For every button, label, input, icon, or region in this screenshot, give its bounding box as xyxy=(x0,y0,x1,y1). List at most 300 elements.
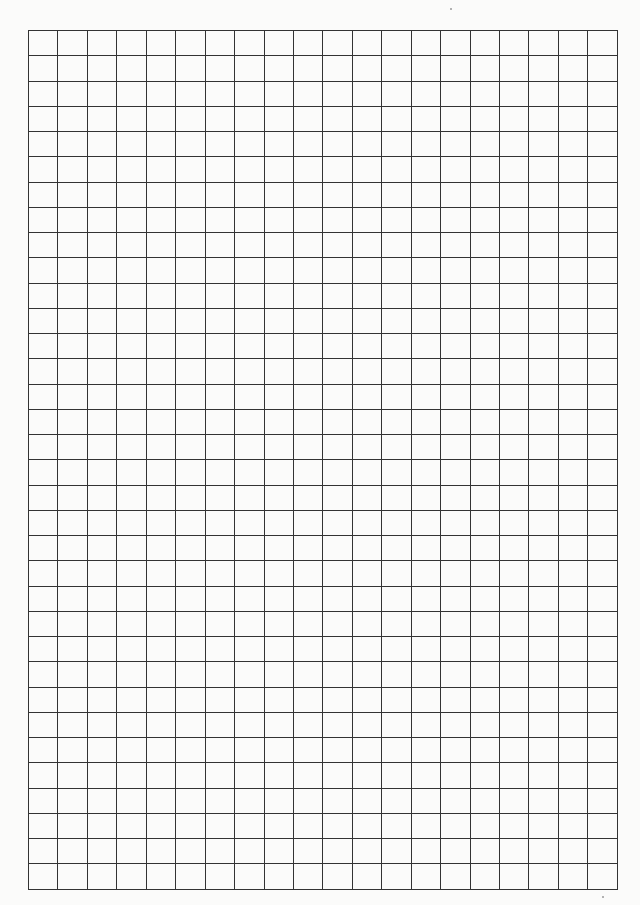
table-cell xyxy=(529,157,558,182)
table-row xyxy=(29,485,618,510)
table-cell xyxy=(558,763,587,788)
table-cell xyxy=(558,207,587,232)
table-cell xyxy=(470,409,499,434)
table-row xyxy=(29,637,618,662)
table-cell xyxy=(352,586,381,611)
table-cell xyxy=(441,839,470,864)
table-cell xyxy=(352,637,381,662)
table-cell xyxy=(441,435,470,460)
table-cell xyxy=(411,409,440,434)
table-cell xyxy=(441,157,470,182)
table-cell xyxy=(264,485,293,510)
table-cell xyxy=(529,864,558,890)
table-cell xyxy=(382,611,411,636)
table-cell xyxy=(235,813,264,838)
table-cell xyxy=(411,106,440,131)
table-cell xyxy=(235,637,264,662)
table-cell xyxy=(558,409,587,434)
table-cell xyxy=(87,283,116,308)
table-cell xyxy=(117,637,146,662)
table-cell xyxy=(500,712,529,737)
table-row xyxy=(29,334,618,359)
table-cell xyxy=(411,637,440,662)
table-cell xyxy=(411,384,440,409)
table-cell xyxy=(352,485,381,510)
table-row xyxy=(29,308,618,333)
table-cell xyxy=(176,182,205,207)
table-cell xyxy=(588,106,618,131)
table-cell xyxy=(470,662,499,687)
table-cell xyxy=(323,207,352,232)
table-cell xyxy=(323,233,352,258)
table-cell xyxy=(29,788,58,813)
table-cell xyxy=(470,56,499,81)
table-cell xyxy=(176,384,205,409)
table-cell xyxy=(146,788,175,813)
table-cell xyxy=(146,510,175,535)
table-cell xyxy=(441,586,470,611)
table-cell xyxy=(87,738,116,763)
table-cell xyxy=(205,485,234,510)
table-cell xyxy=(352,687,381,712)
table-cell xyxy=(264,283,293,308)
table-cell xyxy=(58,839,87,864)
table-cell xyxy=(264,460,293,485)
table-cell xyxy=(29,687,58,712)
table-cell xyxy=(293,56,322,81)
table-cell xyxy=(29,813,58,838)
table-cell xyxy=(558,687,587,712)
table-cell xyxy=(441,409,470,434)
table-cell xyxy=(205,31,234,56)
table-cell xyxy=(293,409,322,434)
table-cell xyxy=(382,813,411,838)
table-cell xyxy=(235,31,264,56)
table-cell xyxy=(264,536,293,561)
table-cell xyxy=(29,763,58,788)
table-cell xyxy=(323,359,352,384)
table-cell xyxy=(117,460,146,485)
table-cell xyxy=(558,334,587,359)
table-cell xyxy=(146,182,175,207)
table-cell xyxy=(500,106,529,131)
table-cell xyxy=(205,182,234,207)
table-cell xyxy=(470,308,499,333)
table-cell xyxy=(500,56,529,81)
table-cell xyxy=(470,258,499,283)
table-cell xyxy=(293,435,322,460)
table-cell xyxy=(205,662,234,687)
table-cell xyxy=(411,157,440,182)
table-cell xyxy=(146,839,175,864)
table-cell xyxy=(235,586,264,611)
table-cell xyxy=(323,308,352,333)
table-row xyxy=(29,662,618,687)
table-cell xyxy=(176,839,205,864)
table-cell xyxy=(87,662,116,687)
table-cell xyxy=(500,308,529,333)
table-cell xyxy=(87,611,116,636)
table-cell xyxy=(205,81,234,106)
table-row xyxy=(29,56,618,81)
table-cell xyxy=(58,233,87,258)
table-cell xyxy=(29,662,58,687)
table-row xyxy=(29,132,618,157)
table-cell xyxy=(87,536,116,561)
table-cell xyxy=(146,384,175,409)
table-cell xyxy=(382,359,411,384)
table-cell xyxy=(529,106,558,131)
table-cell xyxy=(529,233,558,258)
table-cell xyxy=(146,738,175,763)
table-cell xyxy=(235,283,264,308)
table-cell xyxy=(588,334,618,359)
table-cell xyxy=(146,81,175,106)
table-cell xyxy=(470,586,499,611)
table-cell xyxy=(411,687,440,712)
table-cell xyxy=(29,258,58,283)
table-cell xyxy=(529,182,558,207)
table-cell xyxy=(205,233,234,258)
table-cell xyxy=(441,687,470,712)
table-cell xyxy=(58,334,87,359)
table-cell xyxy=(558,662,587,687)
table-row xyxy=(29,106,618,131)
table-cell xyxy=(382,56,411,81)
table-cell xyxy=(117,31,146,56)
table-cell xyxy=(146,258,175,283)
table-cell xyxy=(146,460,175,485)
table-cell xyxy=(29,56,58,81)
table-cell xyxy=(382,31,411,56)
table-cell xyxy=(176,662,205,687)
table-cell xyxy=(470,81,499,106)
table-cell xyxy=(411,258,440,283)
table-cell xyxy=(500,561,529,586)
table-cell xyxy=(264,763,293,788)
table-cell xyxy=(588,839,618,864)
table-cell xyxy=(323,182,352,207)
table-cell xyxy=(382,738,411,763)
table-cell xyxy=(235,409,264,434)
table-cell xyxy=(117,435,146,460)
table-cell xyxy=(29,207,58,232)
table-cell xyxy=(117,687,146,712)
table-cell xyxy=(58,258,87,283)
table-cell xyxy=(87,207,116,232)
table-cell xyxy=(176,738,205,763)
table-cell xyxy=(58,637,87,662)
table-cell xyxy=(205,283,234,308)
table-cell xyxy=(176,687,205,712)
table-cell xyxy=(352,839,381,864)
table-cell xyxy=(500,258,529,283)
table-cell xyxy=(529,31,558,56)
table-cell xyxy=(205,258,234,283)
table-cell xyxy=(529,788,558,813)
table-cell xyxy=(382,586,411,611)
table-cell xyxy=(176,510,205,535)
table-cell xyxy=(293,31,322,56)
table-cell xyxy=(29,283,58,308)
table-cell xyxy=(441,334,470,359)
table-cell xyxy=(293,611,322,636)
table-cell xyxy=(235,510,264,535)
table-cell xyxy=(176,485,205,510)
table-row xyxy=(29,460,618,485)
table-cell xyxy=(146,106,175,131)
table-cell xyxy=(117,106,146,131)
table-cell xyxy=(323,460,352,485)
table-cell xyxy=(146,359,175,384)
table-cell xyxy=(588,813,618,838)
table-cell xyxy=(441,561,470,586)
table-cell xyxy=(411,359,440,384)
table-cell xyxy=(470,536,499,561)
table-cell xyxy=(264,409,293,434)
table-cell xyxy=(176,611,205,636)
table-cell xyxy=(87,409,116,434)
table-cell xyxy=(235,839,264,864)
table-cell xyxy=(470,460,499,485)
table-cell xyxy=(558,233,587,258)
table-cell xyxy=(176,813,205,838)
table-cell xyxy=(29,637,58,662)
table-cell xyxy=(500,788,529,813)
table-cell xyxy=(352,435,381,460)
table-cell xyxy=(264,864,293,890)
table-cell xyxy=(558,157,587,182)
table-cell xyxy=(352,233,381,258)
table-cell xyxy=(441,813,470,838)
table-cell xyxy=(470,31,499,56)
table-cell xyxy=(205,460,234,485)
table-cell xyxy=(382,207,411,232)
table-cell xyxy=(352,31,381,56)
table-cell xyxy=(441,864,470,890)
table-cell xyxy=(500,460,529,485)
table-cell xyxy=(500,637,529,662)
table-cell xyxy=(588,510,618,535)
table-cell xyxy=(87,308,116,333)
table-cell xyxy=(205,813,234,838)
table-cell xyxy=(470,788,499,813)
table-cell xyxy=(441,233,470,258)
table-cell xyxy=(205,308,234,333)
table-cell xyxy=(470,435,499,460)
table-cell xyxy=(29,435,58,460)
table-cell xyxy=(293,788,322,813)
table-cell xyxy=(558,510,587,535)
table-cell xyxy=(558,738,587,763)
table-cell xyxy=(500,384,529,409)
table-cell xyxy=(558,586,587,611)
table-cell xyxy=(235,106,264,131)
table-cell xyxy=(323,132,352,157)
table-cell xyxy=(588,738,618,763)
table-cell xyxy=(264,384,293,409)
table-cell xyxy=(205,712,234,737)
table-cell xyxy=(293,536,322,561)
table-cell xyxy=(235,788,264,813)
table-cell xyxy=(235,738,264,763)
table-cell xyxy=(58,81,87,106)
table-cell xyxy=(441,611,470,636)
table-cell xyxy=(558,839,587,864)
table-cell xyxy=(87,359,116,384)
table-cell xyxy=(235,460,264,485)
table-cell xyxy=(264,207,293,232)
table-cell xyxy=(264,182,293,207)
table-cell xyxy=(87,460,116,485)
table-cell xyxy=(558,308,587,333)
table-cell xyxy=(205,207,234,232)
table-cell xyxy=(205,839,234,864)
table-cell xyxy=(323,536,352,561)
table-cell xyxy=(146,157,175,182)
table-cell xyxy=(529,687,558,712)
table-cell xyxy=(470,712,499,737)
table-cell xyxy=(500,157,529,182)
table-cell xyxy=(529,536,558,561)
table-cell xyxy=(382,409,411,434)
table-cell xyxy=(264,662,293,687)
table-cell xyxy=(588,712,618,737)
table-cell xyxy=(588,258,618,283)
table-cell xyxy=(58,182,87,207)
table-cell xyxy=(87,31,116,56)
table-cell xyxy=(500,586,529,611)
table-cell xyxy=(146,536,175,561)
table-cell xyxy=(293,839,322,864)
table-cell xyxy=(146,763,175,788)
table-cell xyxy=(529,662,558,687)
table-cell xyxy=(264,813,293,838)
table-cell xyxy=(235,359,264,384)
table-cell xyxy=(293,233,322,258)
table-cell xyxy=(558,813,587,838)
table-cell xyxy=(264,308,293,333)
table-cell xyxy=(382,460,411,485)
table-cell xyxy=(382,157,411,182)
table-cell xyxy=(529,207,558,232)
table-cell xyxy=(235,233,264,258)
table-cell xyxy=(323,56,352,81)
table-cell xyxy=(352,207,381,232)
table-row xyxy=(29,611,618,636)
table-cell xyxy=(323,788,352,813)
table-cell xyxy=(58,31,87,56)
table-cell xyxy=(352,712,381,737)
table-cell xyxy=(87,788,116,813)
table-cell xyxy=(293,334,322,359)
table-cell xyxy=(58,384,87,409)
table-cell xyxy=(264,586,293,611)
table-cell xyxy=(352,510,381,535)
table-cell xyxy=(352,738,381,763)
table-cell xyxy=(411,334,440,359)
table-cell xyxy=(205,359,234,384)
table-cell xyxy=(117,561,146,586)
table-cell xyxy=(146,687,175,712)
table-cell xyxy=(500,839,529,864)
table-cell xyxy=(87,384,116,409)
table-cell xyxy=(382,132,411,157)
table-cell xyxy=(117,384,146,409)
table-cell xyxy=(470,510,499,535)
table-cell xyxy=(264,56,293,81)
table-row xyxy=(29,384,618,409)
table-cell xyxy=(500,813,529,838)
table-cell xyxy=(29,510,58,535)
table-cell xyxy=(58,788,87,813)
table-cell xyxy=(29,359,58,384)
table-cell xyxy=(146,283,175,308)
table-cell xyxy=(470,561,499,586)
table-cell xyxy=(352,132,381,157)
table-cell xyxy=(146,813,175,838)
table-cell xyxy=(352,460,381,485)
table-cell xyxy=(411,586,440,611)
table-row xyxy=(29,536,618,561)
table-cell xyxy=(588,586,618,611)
table-cell xyxy=(323,813,352,838)
table-cell xyxy=(352,106,381,131)
table-cell xyxy=(58,485,87,510)
table-cell xyxy=(29,738,58,763)
table-cell xyxy=(500,763,529,788)
table-cell xyxy=(411,308,440,333)
table-cell xyxy=(500,864,529,890)
table-cell xyxy=(176,31,205,56)
table-cell xyxy=(87,334,116,359)
table-cell xyxy=(411,763,440,788)
table-cell xyxy=(117,813,146,838)
table-cell xyxy=(588,308,618,333)
table-cell xyxy=(176,132,205,157)
table-cell xyxy=(58,132,87,157)
table-cell xyxy=(323,283,352,308)
table-cell xyxy=(235,561,264,586)
table-cell xyxy=(441,106,470,131)
table-cell xyxy=(176,359,205,384)
table-cell xyxy=(529,485,558,510)
table-cell xyxy=(588,788,618,813)
table-cell xyxy=(293,738,322,763)
table-row xyxy=(29,839,618,864)
table-cell xyxy=(87,637,116,662)
table-cell xyxy=(529,839,558,864)
table-row xyxy=(29,586,618,611)
table-row xyxy=(29,687,618,712)
table-cell xyxy=(323,864,352,890)
table-cell xyxy=(529,712,558,737)
table-cell xyxy=(205,56,234,81)
table-cell xyxy=(29,31,58,56)
table-cell xyxy=(588,207,618,232)
table-cell xyxy=(205,384,234,409)
table-cell xyxy=(58,712,87,737)
table-cell xyxy=(411,662,440,687)
table-cell xyxy=(441,283,470,308)
table-cell xyxy=(264,687,293,712)
table-cell xyxy=(146,132,175,157)
table-cell xyxy=(352,56,381,81)
table-cell xyxy=(235,56,264,81)
table-cell xyxy=(382,106,411,131)
table-cell xyxy=(117,258,146,283)
table-cell xyxy=(176,712,205,737)
